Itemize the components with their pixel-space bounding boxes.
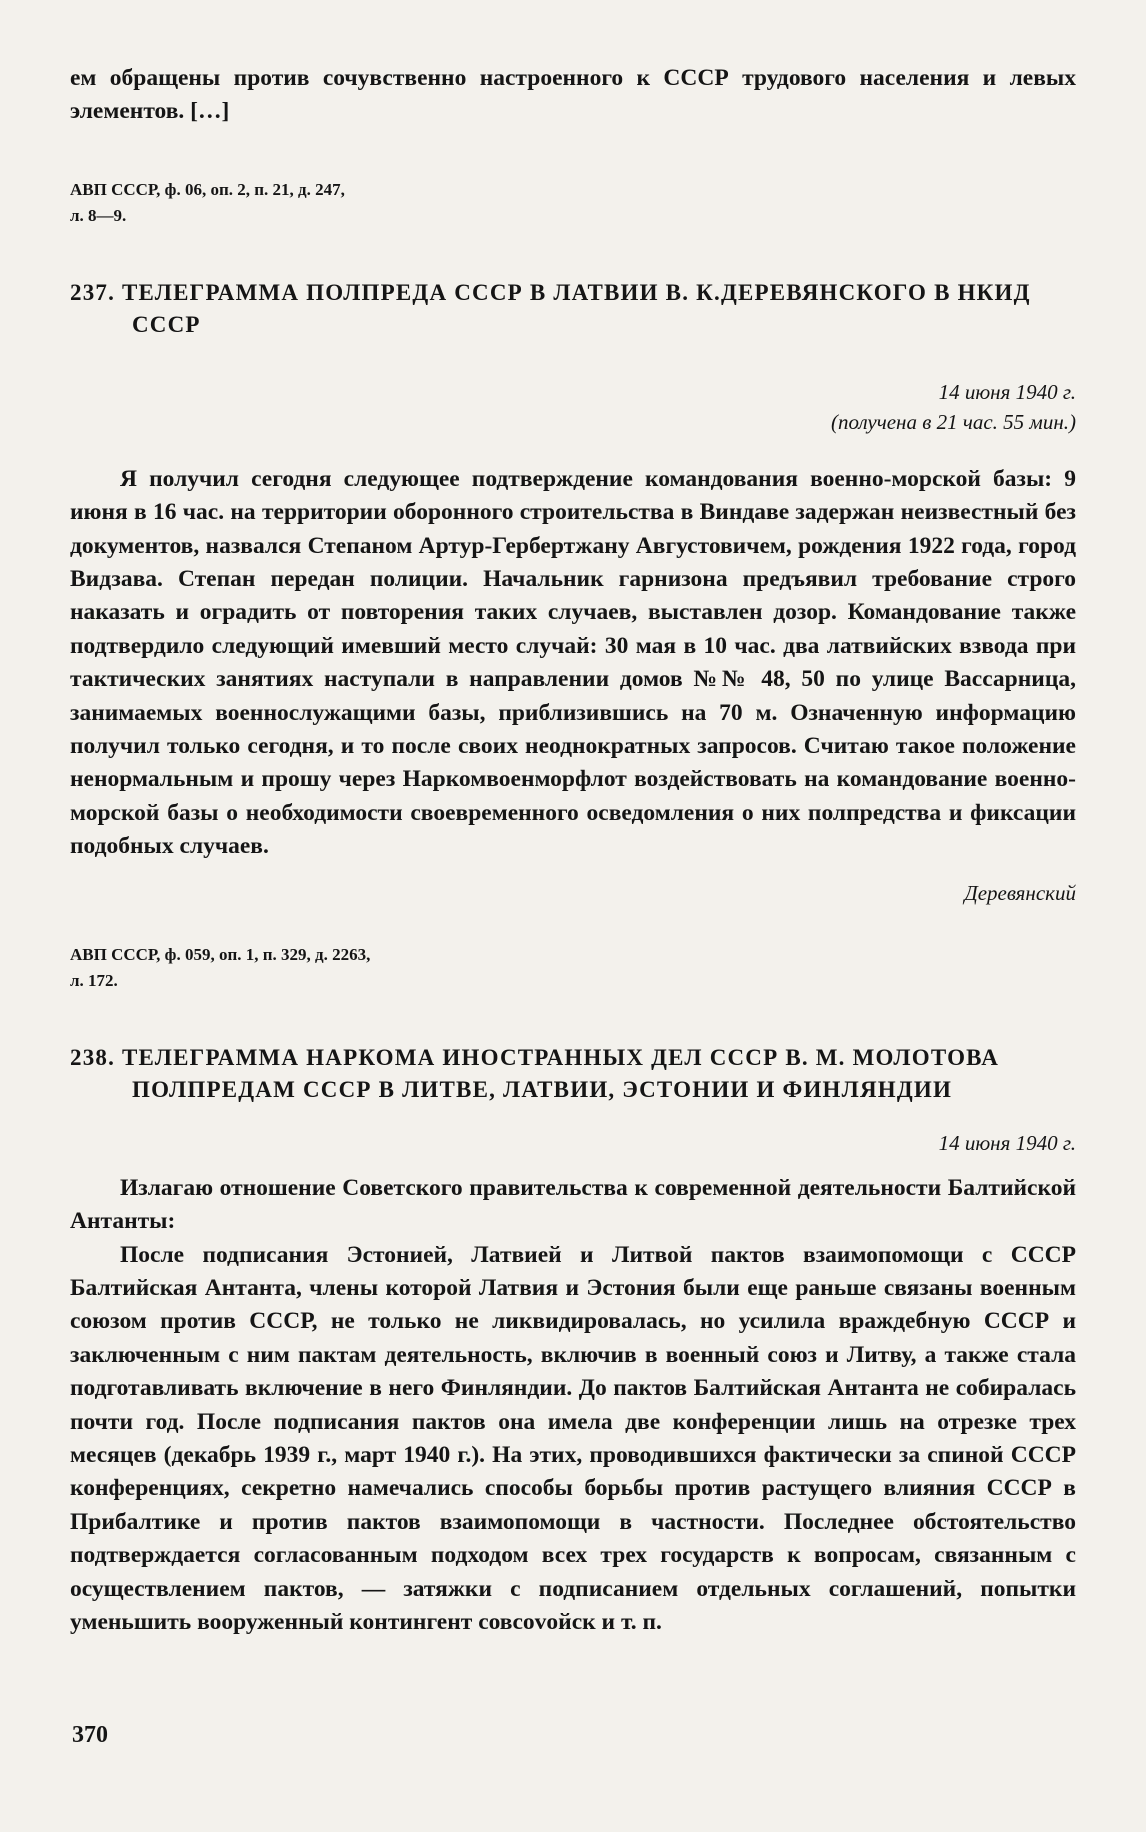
doc238-heading: 238. ТЕЛЕГРАММА НАРКОМА ИНОСТРАННЫХ ДЕЛ СССР В. М. МОЛОТОВА ПОЛПРЕДАМ СССР В ЛИТВЕ, ЛАТВИИ, ЭСТОНИИ И ФИНЛЯНДИИ [70, 1044, 1000, 1102]
doc237-heading: 237. ТЕЛЕГРАММА ПОЛПРЕДА СССР В ЛАТВИИ В. К.ДЕРЕВЯНСКОГО В НКИД СССР [70, 279, 1031, 337]
doc237-signature: Деревянский [964, 880, 1076, 905]
doc237-source-line1: АВП СССР, ф. 059, оп. 1, п. 329, д. 2263, [70, 944, 371, 964]
doc237-source-line2: л. 172. [70, 970, 118, 990]
doc238-para2: После подписания Эстонией, Латвией и Литвой пактов взаимопомощи с СССР Балтийская Антанта, члены которой Латвия и Эстония были еще раньше связаны военным союзом против СССР, не только не ликвидировалась, но усилила враждебную СССР и заключенным с ним пактам деятельность, включив в военный союз и Литву, а также стала подготавливать включение в него Финляндии. До пактов Балтийская Антанта не собиралась почти год. После подписания пактов она имела две конференции лишь на отрезке трех месяцев (декабрь 1939 г., март 1940 г.). На этих, проводившихся фактически за спиной СССР конференциях, секретно намечались способы борьбы против растущего влияния СССР в Прибалтике и против пактов взаимопомощи в частности. Последнее обстоятельство подтверждается согласованным подходом всех трех государств к вопросам, связанным с осуществлением пактов, — затяжки с подписанием отдельных соглашений, попытки уменьшить вооруженный контингент совcovойск и т. п. [70, 1241, 1076, 1635]
doc237-date: 14 июня 1940 г. [938, 379, 1076, 404]
page-number: 370 [72, 1722, 108, 1748]
intro-source-line2: л. 8—9. [70, 205, 127, 225]
doc238-para1: Излагаю отношение Советского правительства к современной деятельности Балтийской Антанты: [70, 1174, 1076, 1235]
doc237-received: (получена в 21 час. 55 мин.) [831, 409, 1076, 434]
intro-continuation: ем обращены против сочувственно настроенного к СССР трудового населения и левых элементов. […] [70, 65, 1076, 125]
intro-source-line1: АВП СССР, ф. 06, оп. 2, п. 21, д. 247, [70, 179, 345, 199]
intro-source [70, 177, 1076, 229]
doc237-body: Я получил сегодня следующее подтверждение командования военно-морской базы: 9 июня в 16 час. на территории оборонного строительства в Виндаве задержан неизвестный без документов, назвался Степаном Артур-Гербертжану Августовичем, рождения 1922 года, город Видзава. Степан передан полиции. Начальник гарнизона предъявил требование строго наказать и оградить от повторения таких случаев, выставлен дозор. Командование также подтвердило следующий имевший место случай: 30 мая в 10 час. два латвийских взвода при тактических занятиях наступали в направлении домов №№ 48, 50 по улице Вассарница, занимаемых военнослужащими базы, приблизившись на 70 м. Означенную информацию получил только сегодня, и то после своих неоднократных запросов. Считаю такое положение ненормальным и прошу через Наркомвоенморфлот воздействовать на командование военно-морской базы о необходимости своевременного осведомления о них полпредства и фиксации подобных случаев. [70, 465, 1076, 860]
doc237-source [70, 942, 1076, 994]
doc238-date: 14 июня 1940 г. [938, 1130, 1076, 1155]
page-content [70, 62, 1076, 1639]
